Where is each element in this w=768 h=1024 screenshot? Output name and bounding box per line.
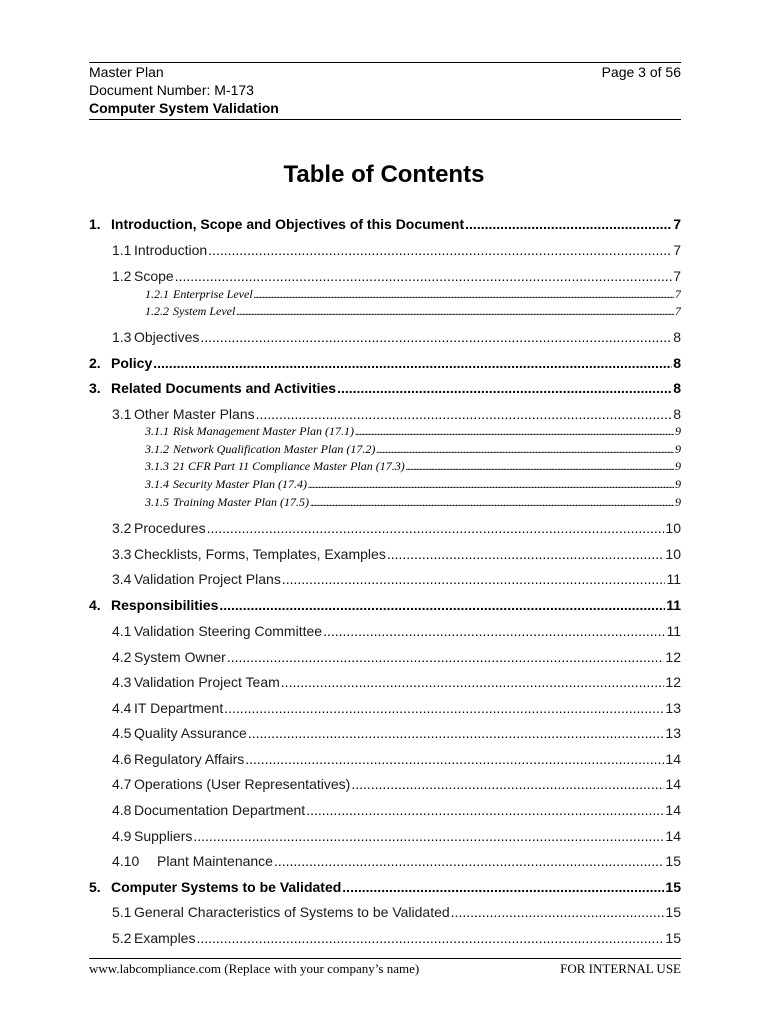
- toc-entry-label: Network Qualification Master Plan (17.2): [173, 442, 376, 456]
- toc-entry-label: IT Department: [134, 700, 224, 716]
- toc-entry-page: 15: [665, 904, 681, 920]
- toc-entry[interactable]: [89, 596, 681, 614]
- toc-entry-page: 13: [665, 725, 681, 741]
- toc-entry-page: 12: [665, 674, 681, 690]
- toc-entry[interactable]: [112, 827, 681, 845]
- page-indicator: Page 3 of 56: [601, 64, 681, 80]
- toc-entry[interactable]: [112, 267, 681, 285]
- toc-dot-leader: [175, 267, 673, 285]
- toc-entry[interactable]: [89, 354, 681, 372]
- toc-entry[interactable]: [112, 241, 681, 259]
- footer-classification: FOR INTERNAL USE: [560, 961, 681, 976]
- toc-entry-label: Regulatory Affairs: [134, 751, 245, 767]
- toc-dot-leader: [245, 750, 664, 768]
- toc-entry-number: 3.: [89, 380, 101, 396]
- toc-entry-label: Policy: [111, 355, 153, 371]
- toc-entry[interactable]: [89, 878, 681, 896]
- toc-dot-leader: [256, 405, 673, 423]
- toc-entry-page: 14: [665, 751, 681, 767]
- toc-dot-leader: [274, 852, 664, 870]
- toc-entry-number: 5.2: [112, 930, 132, 946]
- toc-dot-leader: [376, 443, 674, 457]
- toc-entry-page: 9: [675, 477, 681, 491]
- toc-dot-leader: [282, 570, 666, 588]
- toc-dot-leader: [236, 305, 674, 319]
- toc-entry-page: 9: [675, 495, 681, 509]
- toc-entry-label: Validation Project Team: [134, 674, 280, 690]
- toc-entry-label: Documentation Department: [134, 802, 306, 818]
- toc-entry-number: 4.: [89, 597, 101, 613]
- toc-dot-leader: [153, 354, 672, 372]
- toc-entry[interactable]: [89, 215, 681, 233]
- toc-dot-leader: [224, 699, 664, 717]
- toc-dot-leader: [310, 496, 674, 510]
- toc-entry-number: 3.3: [112, 546, 132, 562]
- toc-dot-leader: [355, 425, 674, 439]
- toc-entry-page: 12: [665, 649, 681, 665]
- toc-entry[interactable]: [145, 458, 681, 474]
- document-title: Master Plan: [89, 64, 164, 80]
- toc-entry-number: 3.2: [112, 520, 132, 536]
- header-bottom-rule: [89, 119, 681, 120]
- toc-entry-number: 5.1: [112, 904, 132, 920]
- toc-entry-label: Other Master Plans: [134, 406, 255, 422]
- toc-entry-page: 13: [665, 700, 681, 716]
- toc-entry-page: 10: [665, 520, 681, 536]
- toc-dot-leader: [254, 288, 674, 302]
- toc-entry[interactable]: [112, 724, 681, 742]
- toc-entry[interactable]: [112, 673, 681, 691]
- toc-entry-page: 14: [665, 776, 681, 792]
- toc-entry-page: 8: [673, 355, 681, 371]
- toc-entry[interactable]: [112, 929, 681, 947]
- toc-entry-label: Plant Maintenance: [157, 853, 273, 869]
- toc-entry[interactable]: [89, 379, 681, 397]
- toc-dot-leader: [196, 929, 664, 947]
- toc-entry[interactable]: [145, 303, 681, 319]
- document-number: Document Number: M-173: [89, 82, 254, 98]
- toc-entry-label: Objectives: [134, 329, 200, 345]
- toc-entry-number: 1.2.2: [145, 304, 169, 318]
- toc-entry-page: 7: [673, 268, 681, 284]
- toc-entry-label: Introduction: [134, 242, 208, 258]
- toc-entry-page: 9: [675, 459, 681, 473]
- toc-entry-label: Suppliers: [134, 828, 193, 844]
- toc-entry-label: Procedures: [134, 520, 206, 536]
- toc-entry-page: 11: [666, 597, 681, 613]
- toc-entry-label: System Owner: [134, 649, 226, 665]
- toc-dot-leader: [337, 379, 672, 397]
- toc-entry[interactable]: [112, 903, 681, 921]
- toc-entry-number: 4.10: [112, 853, 140, 869]
- toc-entry-label: Validation Steering Committee: [134, 623, 323, 639]
- toc-entry-label: Quality Assurance: [134, 725, 247, 741]
- toc-entry[interactable]: [112, 775, 681, 793]
- toc-entry-label: General Characteristics of Systems to be Validated: [134, 904, 450, 920]
- toc-entry-number: 4.5: [112, 725, 132, 741]
- toc-entry-label: Related Documents and Activities: [111, 380, 337, 396]
- toc-dot-leader: [193, 827, 664, 845]
- toc-entry[interactable]: [145, 494, 681, 510]
- toc-entry-page: 9: [675, 424, 681, 438]
- toc-entry[interactable]: [112, 750, 681, 768]
- page-title: Table of Contents: [283, 161, 485, 188]
- toc-dot-leader: [387, 545, 665, 563]
- toc-dot-leader: [207, 519, 665, 537]
- toc-entry-page: 7: [673, 216, 681, 232]
- toc-dot-leader: [219, 596, 665, 614]
- toc-entry-page: 7: [673, 242, 681, 258]
- toc-dot-leader: [342, 878, 664, 896]
- toc-entry[interactable]: [145, 423, 681, 439]
- toc-entry-label: 21 CFR Part 11 Compliance Master Plan (17.3): [173, 459, 405, 473]
- toc-entry-label: Examples: [134, 930, 196, 946]
- header-line-1: [89, 63, 681, 81]
- toc-dot-leader: [248, 724, 665, 742]
- toc-entry[interactable]: [112, 801, 681, 819]
- toc-entry-label: Operations (User Representatives): [134, 776, 351, 792]
- toc-entry[interactable]: [112, 519, 681, 537]
- toc-entry-page: 8: [673, 329, 681, 345]
- toc-entry[interactable]: [112, 648, 681, 666]
- toc-entry-number: 4.2: [112, 649, 132, 665]
- toc-entry-number: 4.1: [112, 623, 132, 639]
- toc-entry-number: 3.1.2: [145, 442, 169, 456]
- toc-entry-number: 4.7: [112, 776, 132, 792]
- toc-entry-page: 15: [665, 930, 681, 946]
- footer-rule: [89, 958, 681, 959]
- toc-entry-label: Computer Systems to be Validated: [111, 879, 342, 895]
- toc-entry-label: Security Master Plan (17.4): [173, 477, 307, 491]
- toc-dot-leader: [465, 215, 672, 233]
- toc-entry-label: Checklists, Forms, Templates, Examples: [134, 546, 386, 562]
- toc-entry[interactable]: [112, 405, 681, 423]
- toc-entry-page: 7: [675, 287, 681, 301]
- toc-entry-number: 3.1.3: [145, 459, 169, 473]
- toc-entry-number: 4.6: [112, 751, 132, 767]
- toc-entry-number: 1.1: [112, 242, 132, 258]
- toc-dot-leader: [406, 460, 674, 474]
- toc-entry-label: Introduction, Scope and Objectives of this Document: [111, 216, 465, 232]
- toc-entry-number: 3.1.4: [145, 477, 169, 491]
- toc-entry-page: 14: [665, 802, 681, 818]
- toc-entry-label: Responsibilities: [111, 597, 219, 613]
- toc-entry-label: System Level: [173, 304, 236, 318]
- toc-dot-leader: [227, 648, 665, 666]
- toc-entry-number: 1.2: [112, 268, 132, 284]
- toc-entry-number: 4.3: [112, 674, 132, 690]
- toc-entry-number: 4.8: [112, 802, 132, 818]
- toc-entry-label: Enterprise Level: [173, 287, 253, 301]
- toc-dot-leader: [281, 673, 665, 691]
- toc-entry-label: Validation Project Plans: [134, 571, 281, 587]
- toc-entry-number: 1.3: [112, 329, 132, 345]
- toc-entry-number: 3.1.1: [145, 424, 169, 438]
- toc-entry[interactable]: [145, 476, 681, 492]
- toc-entry[interactable]: [112, 570, 681, 588]
- toc-entry-label: Scope: [134, 268, 174, 284]
- toc-entry-number: 1.: [89, 216, 101, 232]
- toc-entry-page: 8: [673, 380, 681, 396]
- toc-entry-number: 3.1: [112, 406, 132, 422]
- toc-entry-label: Risk Management Master Plan (17.1): [173, 424, 354, 438]
- toc-entry-number: 3.1.5: [145, 495, 169, 509]
- toc-entry-number: 2.: [89, 355, 101, 371]
- toc-dot-leader: [208, 241, 672, 259]
- toc-entry-page: 15: [665, 879, 681, 895]
- toc-dot-leader: [451, 903, 665, 921]
- toc-dot-leader: [308, 478, 674, 492]
- toc-entry[interactable]: [112, 545, 681, 563]
- toc-dot-leader: [351, 775, 664, 793]
- footer: [89, 961, 681, 977]
- toc-entry-page: 11: [666, 623, 681, 639]
- toc-entry[interactable]: [112, 328, 681, 346]
- toc-entry-number: 4.9: [112, 828, 132, 844]
- document-subject: Computer System Validation: [89, 100, 279, 116]
- toc-entry-page: 7: [675, 304, 681, 318]
- toc-entry-number: 5.: [89, 879, 101, 895]
- toc-entry-number: 4.4: [112, 700, 132, 716]
- toc-entry-page: 9: [675, 442, 681, 456]
- toc-entry-number: 1.2.1: [145, 287, 169, 301]
- toc-entry-page: 15: [665, 853, 681, 869]
- toc-dot-leader: [200, 328, 672, 346]
- footer-website: www.labcompliance.com (Replace with your company’s name): [89, 961, 420, 976]
- toc-entry[interactable]: [145, 441, 681, 457]
- toc-entry-page: 10: [665, 546, 681, 562]
- toc-entry-page: 8: [673, 406, 681, 422]
- toc-entry-label: Training Master Plan (17.5): [173, 495, 310, 509]
- toc-entry-number: 3.4: [112, 571, 132, 587]
- toc-dot-leader: [323, 622, 665, 640]
- toc-entry[interactable]: [112, 699, 681, 717]
- toc-entry[interactable]: [112, 852, 681, 870]
- toc-entry[interactable]: [112, 622, 681, 640]
- toc-entry-page: 11: [666, 571, 681, 587]
- toc-entry-page: 14: [665, 828, 681, 844]
- toc-dot-leader: [306, 801, 664, 819]
- toc-entry[interactable]: [145, 286, 681, 302]
